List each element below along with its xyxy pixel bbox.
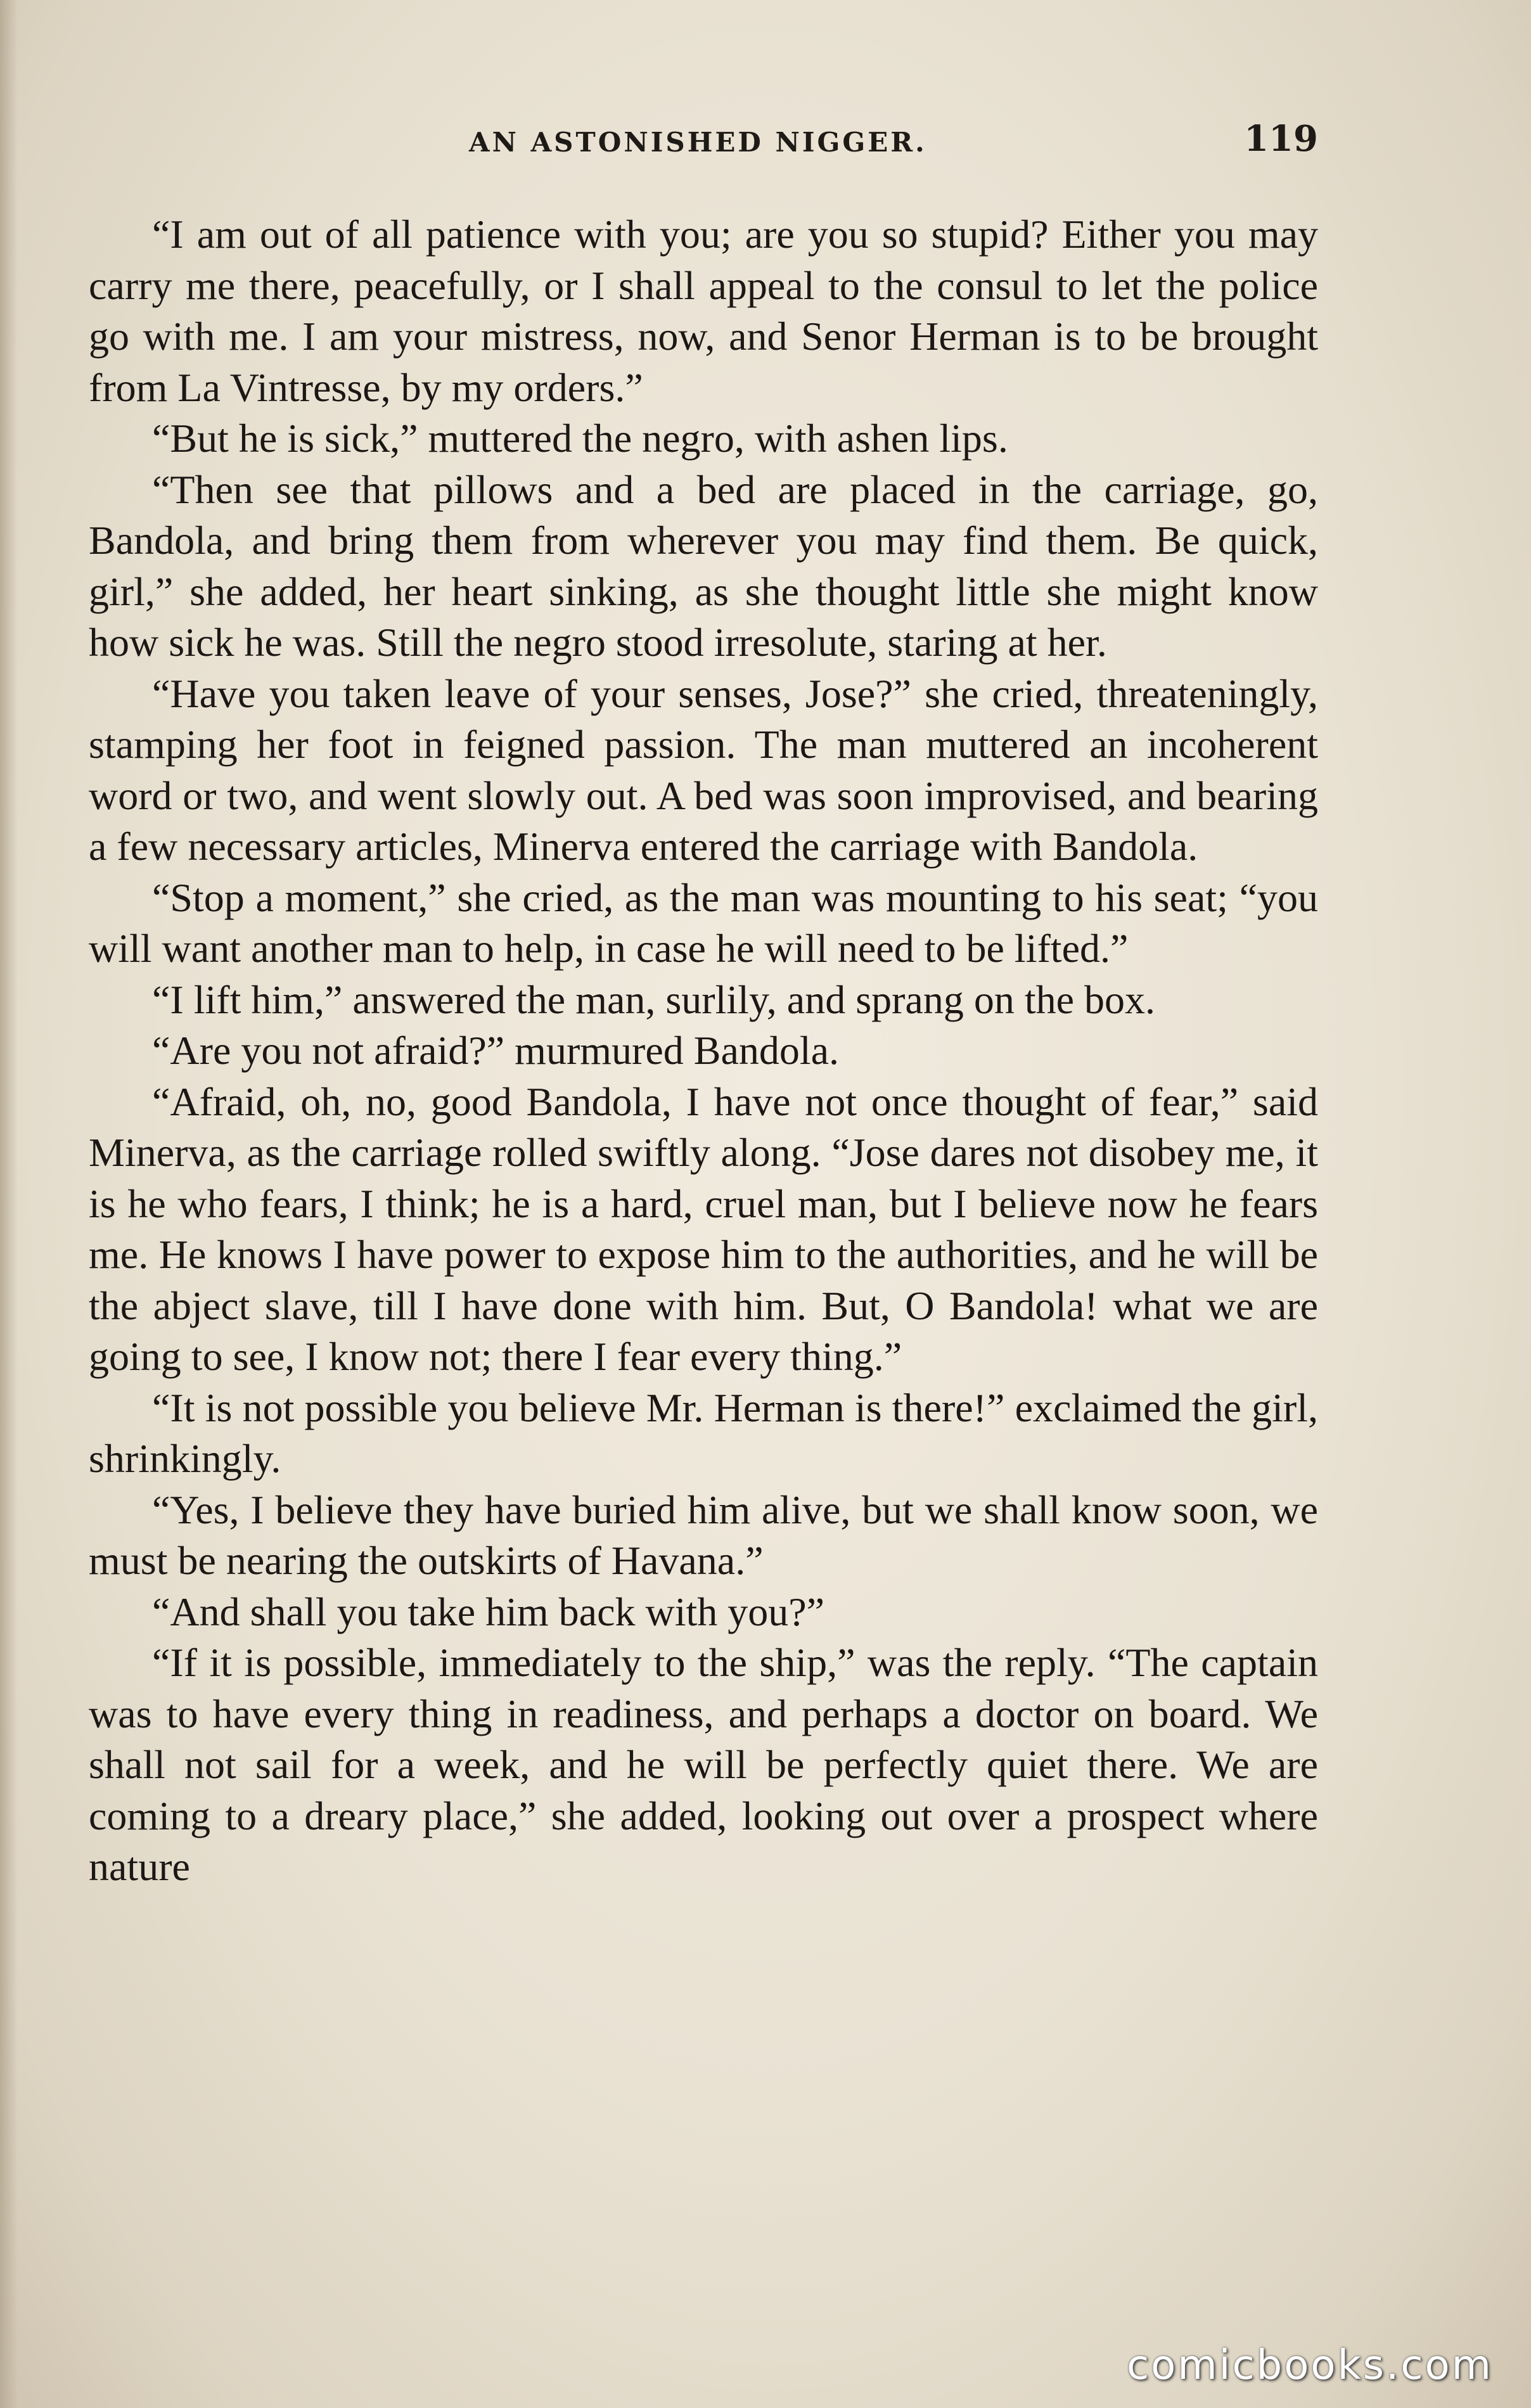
body-text	[89, 209, 1318, 1893]
site-watermark: comicbooks.com	[1126, 2342, 1493, 2389]
page-number: 119	[1244, 118, 1318, 160]
paragraph: “I am out of all patience with you; are you so stupid? Either you may carry me there, peacefully, or I shall appeal to the consul to let the police go with me. I am your mistress, now, and Senor Herman is to be brought from La Vintresse, by my orders.”	[89, 212, 1318, 410]
paragraph: “Have you taken leave of your senses, Jose?” she cried, threateningly, stamping her foot in feigned passion. The man muttered an incoherent word or two, and went slowly out. A bed was soon improvised, and bearing a few necessary articles, Minerva entered the carriage with Bandola.	[89, 670, 1318, 869]
running-head	[89, 114, 1318, 171]
paragraph: “I lift him,” answered the man, surlily, and sprang on the box.	[152, 977, 1155, 1022]
paragraph: “It is not possible you believe Mr. Herman is there!” exclaimed the girl, shrinkingly.	[89, 1385, 1318, 1481]
running-title: AN ASTONISHED NIGGER.	[469, 127, 927, 158]
paragraph: “Afraid, oh, no, good Bandola, I have not once thought of fear,” said Minerva, as the carriage rolled swiftly along. “Jose dares not disobey me, it is he who fears, I think; he is a hard, cruel man, but I believe now he fears me. He knows I have power to expose him to the authorities, and he will be the abject slave, till I have done with him. But, O Bandola! what we are going to see, I know not; there I fear every thing.”	[89, 1079, 1318, 1379]
paragraph: “And shall you take him back with you?”	[152, 1589, 825, 1634]
paragraph: “If it is possible, immediately to the ship,” was the reply. “The captain was to have every thing in readiness, and perhaps a doctor on board. We shall not sail for a week, and he will be perfectly quiet there. We are coming to a dreary place,” she added, looking out over a prospect where nature	[89, 1640, 1318, 1889]
paragraph: “Yes, I believe they have buried him alive, but we shall know soon, we must be nearing the outskirts of Havana.”	[89, 1487, 1318, 1583]
paragraph: “Stop a moment,” she cried, as the man was mounting to his seat; “you will want another man to help, in case he will need to be lifted.”	[89, 874, 1318, 971]
paragraph: “Then see that pillows and a bed are placed in the carriage, go, Bandola, and bring them from wherever you may find them. Be quick, girl,” she added, her heart sinking, as she thought little she might know how sick he was. Still the negro stood irresolute, staring at her.	[89, 466, 1318, 665]
paragraph: “But he is sick,” muttered the negro, with ashen lips.	[152, 416, 1008, 461]
paragraph: “Are you not afraid?” murmured Bandola.	[152, 1028, 840, 1073]
page-edge-shadow	[0, 0, 18, 2408]
